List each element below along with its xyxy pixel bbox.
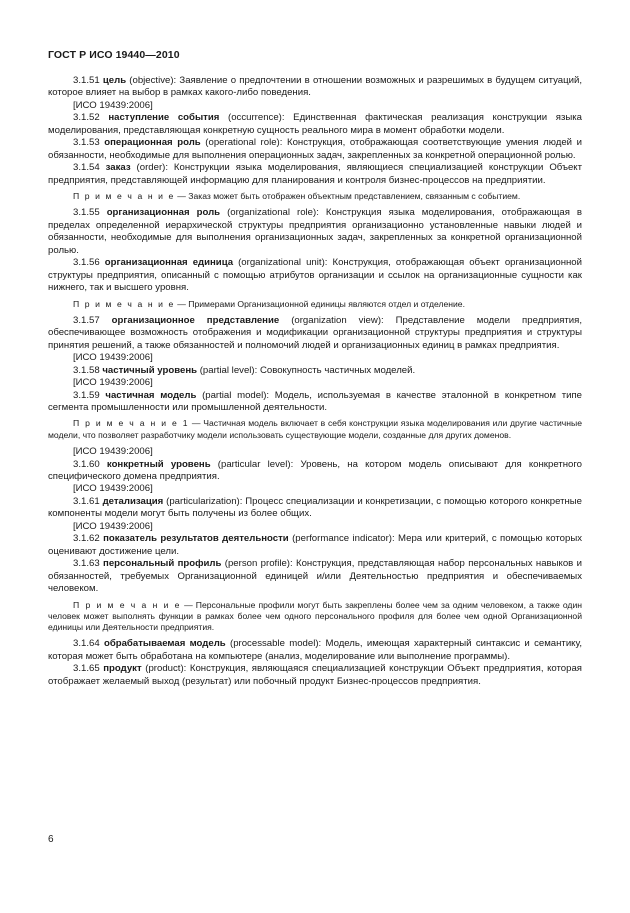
term-definition: (order): Конструкции языка моделирования, являющиеся специализацией конструкции Объект предприятия, представляющей информацию для планирования и контроля бизнес-процессов на предприятии.: [48, 162, 582, 186]
note-label: П р и м е ч а н и е: [73, 599, 182, 610]
term-number: 3.1.64: [73, 638, 104, 650]
reference: [48, 521, 582, 533]
term-number: 3.1.60: [73, 458, 107, 470]
term-entry: [48, 496, 582, 521]
term-number: 3.1.63: [73, 558, 104, 570]
term-name: частичный уровень: [102, 364, 198, 376]
term-number: 3.1.52: [73, 112, 109, 124]
reference-text: [ИСО 19439:2006]: [73, 377, 153, 389]
reference: [48, 483, 582, 495]
term-entry: [48, 390, 582, 415]
term-definition: (performance indicator): Мера или критерий, с помощью которых оценивают достижение цели.: [48, 533, 583, 557]
note: [48, 191, 582, 202]
term-definition: (organization view): Представление модели предприятия, обеспечивающее возможность отображения и модификации организационной структуры предприятия и структуры принятия решений, а также обязанностей и полномочий людей и организационных единиц в рамках предприятия.: [48, 314, 582, 351]
term-name: продукт: [103, 663, 142, 675]
term-number: 3.1.56: [73, 257, 105, 269]
term-definition: (occurrence): Единственная фактическая реализация конструкции языка моделирования, представляющая конкретную сущность реального мира в момент обработки модели.: [48, 112, 582, 136]
term-definition: (organizational unit): Конструкция, отображающая объект организационной структуры предприятия, описанный с помощью атрибутов организации и ссылок на организационные сущности как нижнего, так и высшего уровня.: [48, 257, 582, 294]
term-name: обрабатываемая модель: [103, 638, 226, 650]
term-number: 3.1.62: [73, 533, 104, 545]
reference: [48, 352, 582, 364]
note-text: — Заказ может быть отображен объектным представлением, связанным с событием.: [174, 191, 521, 202]
reference-text: [ИСО 19439:2006]: [73, 483, 153, 495]
term-entry: [48, 112, 582, 137]
term-entry: [48, 137, 582, 162]
term-number: 3.1.61: [73, 495, 103, 507]
term-number: 3.1.57: [73, 314, 112, 326]
term-entry: [48, 558, 582, 595]
document-header: ГОСТ Р ИСО 19440—2010: [48, 49, 180, 61]
term-name: детализация: [102, 495, 164, 507]
term-name: частичная модель: [105, 389, 197, 401]
term-definition: (organizational role): Конструкция языка моделирования, отображающая в пределах определенной иерархической структуры предприятия организационно установленные навыки людей и обязанности, необходимые для выполнения организационных задач, закрепленных за конкретной организационной ролью.: [48, 207, 582, 256]
term-definition: (particularization): Процесс специализации и конкретизации, с помощью которого конкретные компоненты модели могут быть получены из более общих.: [48, 495, 583, 520]
term-entry: [48, 315, 582, 352]
term-number: 3.1.54: [73, 162, 106, 174]
term-name: заказ: [105, 162, 131, 174]
reference-text: [ИСО 19439:2006]: [73, 446, 153, 458]
note: [48, 299, 582, 310]
term-definition: (operational role): Конструкция, отображающая соответствующие умения людей и обязанности, необходимые для выполнения операционных задач, закрепленных за конкретной операционной ролью.: [48, 137, 582, 161]
term-name: показатель результатов деятельности: [103, 533, 289, 545]
term-name: наступление события: [108, 112, 220, 124]
reference: [48, 377, 582, 389]
note-text: — Частичная модель включает в себя конструкции языка моделирования или другие частичные модели, что позволяет разработчику модели использовать существующие модели, созданные для других доменов.: [48, 418, 582, 440]
term-entry: [48, 663, 582, 688]
term-definition: (objective): Заявление о предпочтении в отношении возможных и разрешимых в будущем ситуаций, которое влияет на выбор в рамках какого-либо поведения.: [48, 75, 583, 99]
term-entry: [48, 638, 582, 663]
term-definition: (particular level): Уровень, на котором модель описывают для конкретного специфического домена предприятия.: [48, 458, 582, 482]
term-definition: (person profile): Конструкция, представляющая набор персональных навыков и обязанностей, требуемых Организационной единицей и/или Деятельностью предприятия и обеспечиваемых человеком.: [48, 558, 582, 595]
term-name: организационное представление: [111, 314, 280, 326]
reference-text: [ИСО 19439:2006]: [73, 520, 153, 532]
term-entry: [48, 162, 582, 187]
term-name: конкретный уровень: [106, 458, 211, 470]
term-number: 3.1.58: [73, 364, 103, 376]
term-entry: [48, 365, 582, 377]
term-number: 3.1.53: [73, 137, 105, 149]
term-name: цель: [102, 75, 127, 86]
note-label: П р и м е ч а н и е 1: [73, 418, 190, 429]
note: [48, 600, 582, 634]
reference-text: [ИСО 19439:2006]: [73, 352, 153, 364]
page-number: 6: [48, 834, 54, 845]
reference: [48, 446, 582, 458]
note-label: П р и м е ч а н и е: [73, 298, 175, 309]
term-name: персональный профиль: [103, 558, 222, 570]
term-entry: [48, 459, 582, 484]
term-entry: [48, 75, 582, 100]
term-definition: (partial model): Модель, используемая в качестве эталонной в конкретном типе сегмента промышленности или промышленной деятельности.: [48, 389, 582, 414]
note-text: — Персональные профили могут быть закреплены более чем за одним человеком, а также один человек может выполнять функции в рамках более чем одного персонального профиля для более чем одной Организационной единицы или Деятельности предприятия.: [48, 599, 582, 633]
note-label: П р и м е ч а н и е: [73, 191, 175, 202]
term-number: 3.1.59: [73, 389, 106, 401]
term-number: 3.1.51: [73, 75, 103, 86]
term-definition: (partial level): Совокупность частичных моделей.: [197, 364, 416, 376]
document-body: [48, 75, 582, 688]
reference: [48, 100, 582, 112]
term-entry: [48, 207, 582, 257]
term-definition: (product): Конструкция, являющаяся специализацией конструкции Объект предприятия, которая отображает желаемый выход (результат) или побочный продукт Бизнес-процессов предприятия.: [48, 663, 582, 687]
term-name: организационная единица: [104, 257, 234, 269]
term-name: операционная роль: [104, 137, 201, 149]
note: [48, 418, 582, 441]
term-name: организационная роль: [106, 207, 221, 219]
term-number: 3.1.55: [73, 207, 107, 219]
reference-text: [ИСО 19439:2006]: [73, 99, 153, 111]
term-number: 3.1.65: [73, 663, 104, 675]
note-text: — Примерами Организационной единицы являются отдел и отделение.: [174, 298, 465, 309]
term-entry: [48, 533, 582, 558]
term-definition: (processable model): Модель, имеющая характерный синтаксис и семантику, которая может быть обработана на компьютере (анализ, моделирование или выполнение программы).: [48, 638, 582, 662]
term-entry: [48, 257, 582, 294]
